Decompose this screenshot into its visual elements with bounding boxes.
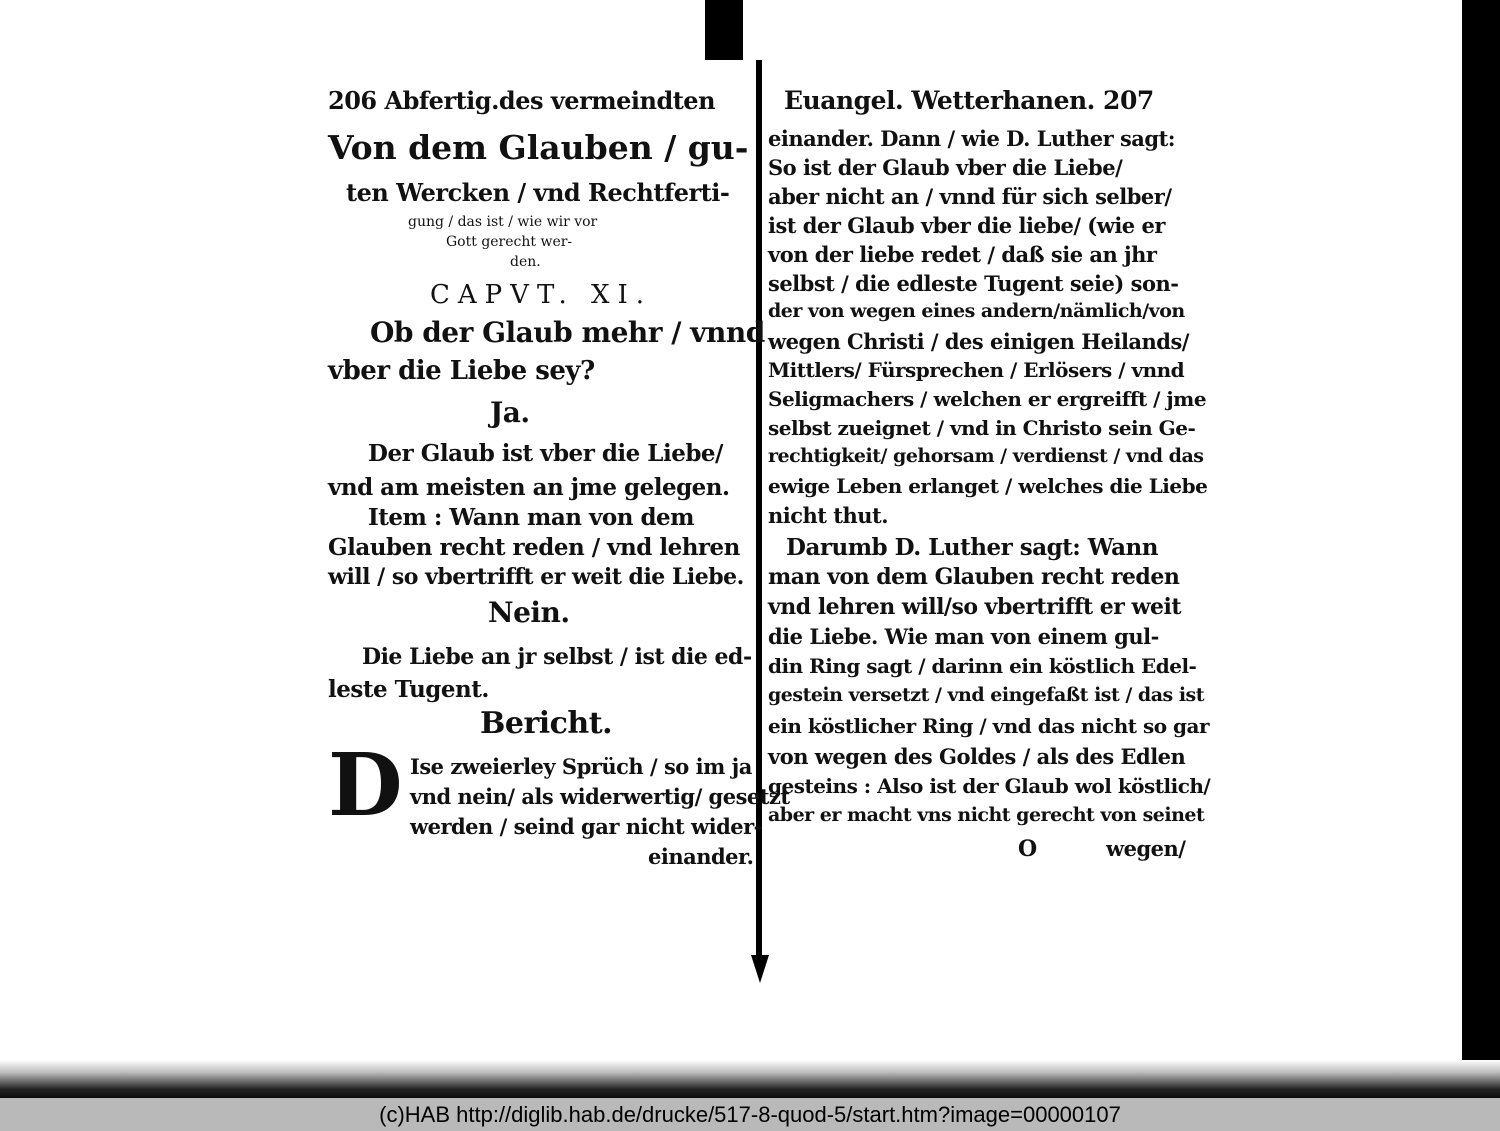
- question-line-1: Ob der Glaub mehr / vnnd: [370, 316, 765, 349]
- text-line-2: So ist der Glaub vber die Liebe/: [768, 155, 1123, 180]
- question-line-2: vber die Liebe sey?: [328, 356, 595, 386]
- text-line-3: aber nicht an / vnnd für sich selber/: [768, 184, 1172, 209]
- text-line-1: einander. Dann / wie D. Luther sagt:: [768, 126, 1176, 151]
- chapter-heading: CAPVT. XI.: [430, 280, 653, 310]
- text-line-16: man von dem Glauben recht reden: [768, 564, 1180, 590]
- scan-edge-shadow: [1462, 0, 1500, 1080]
- text-line-15: Darumb D. Luther sagt: Wann: [786, 534, 1158, 561]
- bericht-line-1: Ise zweierley Sprüch / so im ja: [410, 754, 752, 779]
- nein-line-2: leste Tugent.: [328, 676, 489, 703]
- nein-line-1: Die Liebe an jr selbst / ist die ed-: [362, 644, 752, 670]
- ja-line-4: Glauben recht reden / vnd lehren: [328, 534, 740, 561]
- text-line-17: vnd lehren will/so vbertrifft er weit: [768, 594, 1181, 620]
- ja-line-3: Item : Wann man von dem: [368, 504, 694, 531]
- text-line-20: gestein versetzt / vnd eingefaßt ist / das ist: [768, 684, 1205, 706]
- subtitle-line-2: Gott gerecht wer-: [446, 234, 573, 250]
- section-title-line-2: ten Wercken / vnd Rechtferti-: [346, 178, 730, 207]
- bericht-line-2: vnd nein/ als widerwertig/ gesetzt: [410, 784, 790, 809]
- text-line-11: selbst zueignet / vnd in Christo sein Ge-: [768, 416, 1196, 440]
- decorated-initial: D: [328, 735, 403, 836]
- gutter-line-tip: [751, 955, 769, 983]
- section-title-line-1: Von dem Glauben / gu-: [328, 128, 749, 167]
- ja-heading: Ja.: [490, 396, 530, 429]
- book-spine-shadow: [705, 0, 743, 60]
- text-line-10: Seligmachers / welchen er ergreifft / jme: [768, 387, 1207, 411]
- ja-line-5: will / so vbertrifft er weit die Liebe.: [328, 564, 744, 590]
- text-line-14: nicht thut.: [768, 503, 889, 528]
- ja-line-1: Der Glaub ist vber die Liebe/: [368, 440, 723, 467]
- running-head: 206 Abfertig.des vermeindten: [328, 86, 716, 115]
- subtitle-line-1: gung / das ist / wie wir vor: [408, 214, 598, 230]
- text-line-8: wegen Christi / des einigen Heilands/: [768, 329, 1189, 354]
- text-line-6: selbst / die edleste Tugent seie) son-: [768, 271, 1179, 296]
- bericht-heading: Bericht.: [480, 706, 613, 741]
- text-line-19: din Ring sagt / darinn ein köstlich Edel-: [768, 654, 1197, 678]
- running-head: Euangel. Wetterhanen. 207: [784, 86, 1154, 115]
- text-line-22: von wegen des Goldes / als des Edlen: [768, 744, 1186, 769]
- text-line-7: der von wegen eines andern/nämlich/von: [768, 300, 1185, 322]
- bericht-line-3: werden / seind gar nicht wider-: [410, 814, 762, 839]
- text-line-13: ewige Leben erlanget / welches die Liebe: [768, 474, 1208, 498]
- scan-bottom-shadow: [0, 1060, 1500, 1102]
- nein-heading: Nein.: [488, 596, 570, 629]
- text-line-12: rechtigkeit/ gehorsam / verdienst / vnd das: [768, 445, 1204, 467]
- text-line-18: die Liebe. Wie man von einem gul-: [768, 624, 1159, 649]
- text-line-9: Mittlers/ Fürsprechen / Erlösers / vnnd: [768, 358, 1185, 382]
- text-line-24: aber er macht vns nicht gerecht von seinet: [768, 804, 1205, 826]
- signature-mark: O: [1018, 836, 1037, 862]
- text-line-23: gesteins : Also ist der Glaub wol köstlich/: [768, 774, 1211, 798]
- bericht-line-4: einander.: [648, 844, 754, 869]
- subtitle-line-3: den.: [510, 254, 541, 270]
- text-line-5: von der liebe redet / daß sie an jhr: [768, 242, 1157, 267]
- catchword: wegen/: [1106, 836, 1186, 861]
- text-line-4: ist der Glaub vber die liebe/ (wie er: [768, 213, 1165, 238]
- copyright-footer: (c)HAB http://diglib.hab.de/drucke/517-8-quod-5/start.htm?image=00000107: [0, 1098, 1500, 1131]
- text-line-21: ein köstlicher Ring / vnd das nicht so gar: [768, 714, 1210, 738]
- ja-line-2: vnd am meisten an jme gelegen.: [328, 474, 730, 501]
